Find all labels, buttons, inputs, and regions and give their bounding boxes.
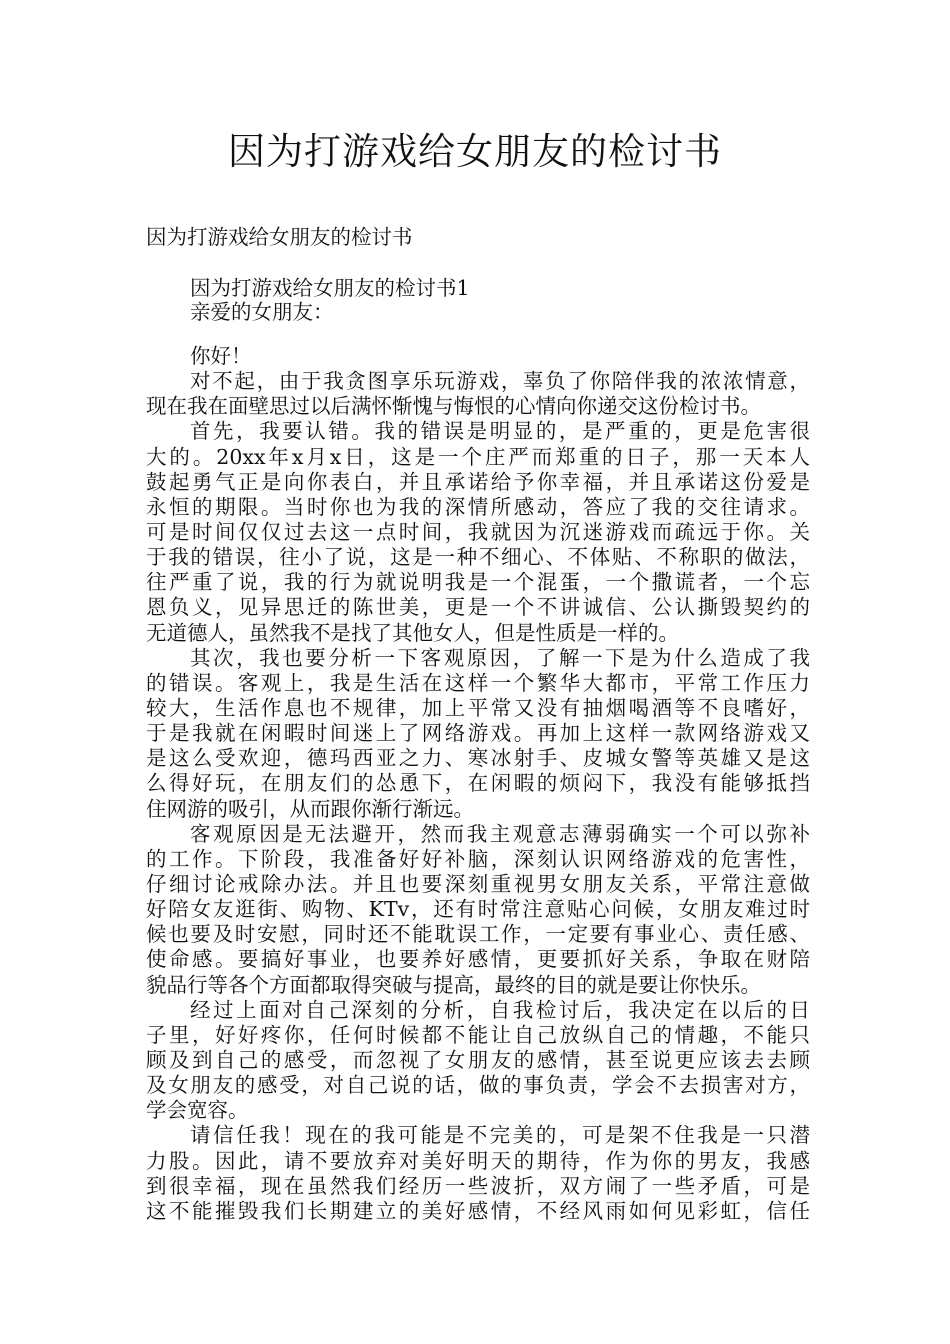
body-line: 较大，生活作息也不规律，加上平常又没有抽烟喝酒等不良嗜好， (146, 695, 810, 720)
body-line: 么得好玩，在朋友们的怂恿下，在闲暇的烦闷下，我没有能够抵挡 (146, 771, 810, 796)
section-heading: 因为打游戏给女朋友的检讨书1 (190, 276, 470, 300)
body-line: 力股。因此，请不要放弃对美好明天的期待，作为你的男友，我感 (146, 1148, 810, 1173)
body-line: 仔细讨论戒除办法。并且也要深刻重视男女朋友关系，平常注意做 (146, 871, 810, 896)
body-line: 住网游的吸引，从而跟你渐行渐远。 (146, 796, 474, 821)
body-line: 貌品行等各个方面都取得突破与提高，最终的目的就是要让你快乐。 (146, 972, 761, 997)
body-line: 学会宽容。 (146, 1098, 249, 1123)
body-line: 的工作。下阶段，我准备好好补脑，深刻认识网络游戏的危害性， (146, 846, 810, 871)
body-line: 大的。20xx年x月x日，这是一个庄严而郑重的日子，那一天本人 (146, 444, 810, 469)
body-line: 候也要及时安慰，同时还不能耽误工作，一定要有事业心、责任感、 (146, 922, 810, 947)
body-line: 其次，我也要分析一下客观原因，了解一下是为什么造成了我 (190, 645, 810, 670)
body-line: 首先，我要认错。我的错误是明显的，是严重的，更是危害很 (190, 419, 810, 444)
letter-intro (190, 276, 470, 324)
letter-body (146, 344, 810, 1224)
document-title: 因为打游戏给女朋友的检讨书 (228, 130, 722, 173)
body-line: 现在我在面壁思过以后满怀惭愧与悔恨的心情向你递交这份检讨书。 (146, 394, 761, 419)
body-line: 对不起，由于我贪图享乐玩游戏，辜负了你陪伴我的浓浓情意， (190, 369, 810, 394)
body-line: 的错误。客观上，我是生活在这样一个繁华大都市，平常工作压力 (146, 670, 810, 695)
body-line: 顾及到自己的感受，而忽视了女朋友的感情，甚至说更应该去去顾 (146, 1047, 810, 1072)
body-line: 鼓起勇气正是向你表白，并且承诺给予你幸福，并且承诺这份爱是 (146, 469, 810, 494)
body-line: 到很幸福，现在虽然我们经历一些波折，双方闹了一些矛盾，可是 (146, 1173, 810, 1198)
body-line: 好陪女友逛街、购物、KTv，还有时常注意贴心问候，女朋友难过时 (146, 897, 810, 922)
body-line: 无道德人，虽然我不是找了其他女人，但是性质是一样的。 (146, 620, 679, 645)
body-line: 客观原因是无法避开，然而我主观意志薄弱确实一个可以弥补 (190, 821, 810, 846)
body-line: 可是时间仅仅过去这一点时间，我就因为沉迷游戏而疏远于你。关 (146, 519, 810, 544)
body-line: 是这么受欢迎，德玛西亚之力、寒冰射手、皮城女警等英雄又是这 (146, 746, 810, 771)
body-line: 永恒的期限。当时你也为我的深情所感动，答应了我的交往请求。 (146, 494, 810, 519)
body-line: 请信任我！现在的我可能是不完美的，可是架不住我是一只潜 (190, 1123, 810, 1148)
body-line: 恩负义，见异思迁的陈世美，更是一个不讲诚信、公认撕毁契约的 (146, 595, 810, 620)
body-line: 往严重了说，我的行为就说明我是一个混蛋，一个撒谎者，一个忘 (146, 570, 810, 595)
body-line: 于是我就在闲暇时间迷上了网络游戏。再加上这样一款网络游戏又 (146, 721, 810, 746)
salutation: 亲爱的女朋友： (190, 300, 334, 324)
body-line: 使命感。要搞好事业，也要养好感情，更要抓好关系，争取在财陪 (146, 947, 810, 972)
document-subtitle: 因为打游戏给女朋友的检讨书 (146, 225, 413, 249)
body-line: 经过上面对自己深刻的分析，自我检讨后，我决定在以后的日 (190, 997, 810, 1022)
body-line: 于我的错误，往小了说，这是一种不细心、不体贴、不称职的做法， (146, 545, 810, 570)
greeting: 你好！ (190, 344, 252, 368)
body-line: 子里，好好疼你，任何时候都不能让自己放纵自己的情趣，不能只 (146, 1022, 810, 1047)
body-line: 及女朋友的感受，对自己说的话，做的事负责，学会不去损害对方， (146, 1073, 810, 1098)
body-line: 这不能摧毁我们长期建立的美好感情，不经风雨如何见彩虹，信任 (146, 1198, 810, 1223)
